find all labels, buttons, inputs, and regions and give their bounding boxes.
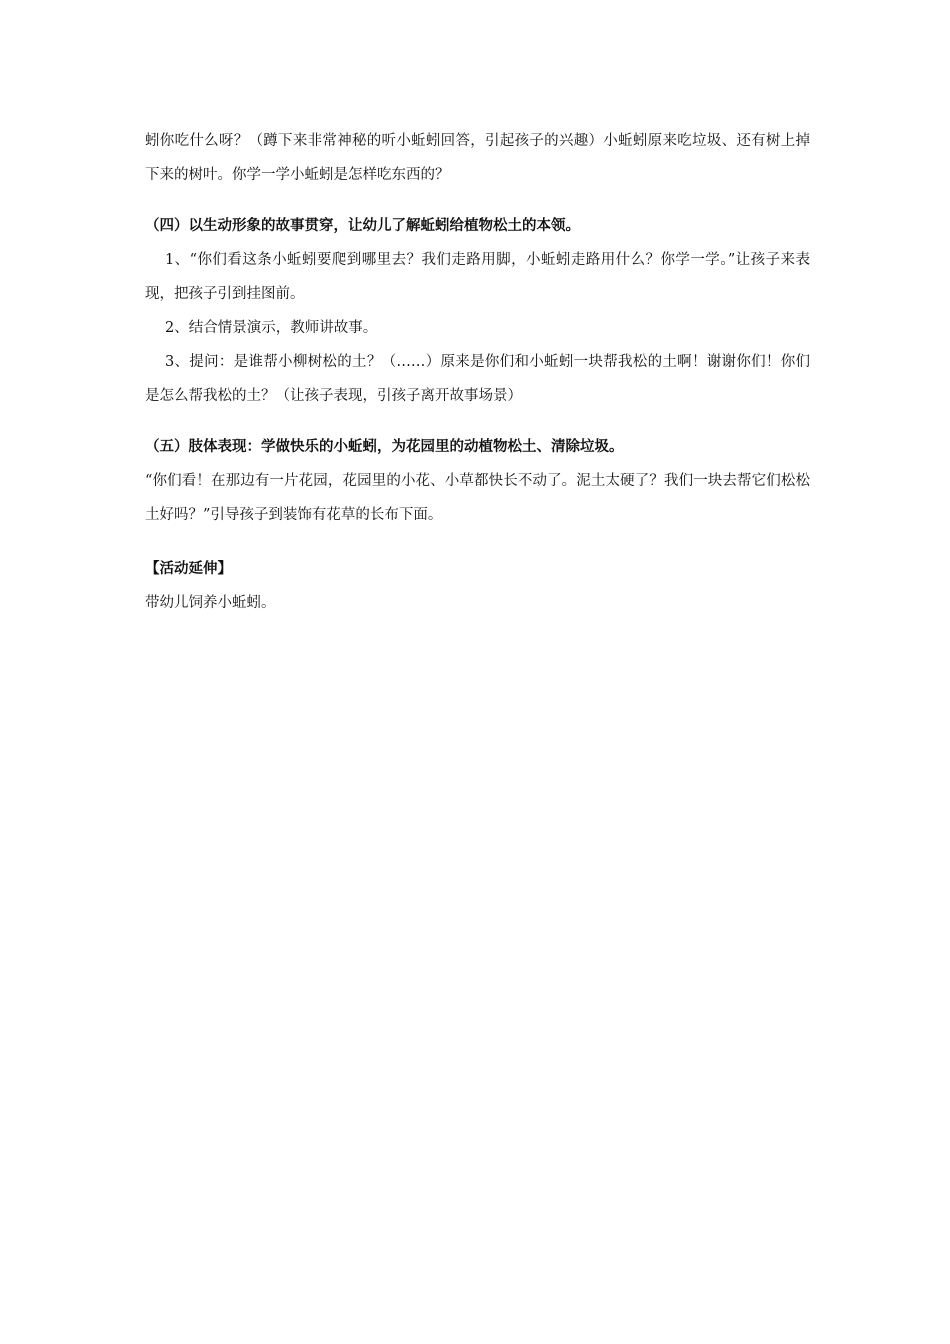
spacer — [145, 192, 810, 209]
spacer — [145, 532, 810, 552]
extension-heading: 【活动延伸】 — [145, 561, 232, 577]
section-five-paragraph: “你们看！在那边有一片花园，花园里的小花、小草都快长不动了。泥土太硬了？我们一块去帮它们松松土好吗？”引导孩子到装饰有花草的长布下面。 — [145, 473, 810, 523]
extension-paragraph: 带幼儿饲养小蚯蚓。 — [145, 595, 276, 611]
section-five-heading: （五）肢体表现：学做快乐的小蚯蚓，为花园里的动植物松土、清除垃圾。 — [145, 439, 624, 455]
section-four-item-3: 3、提问：是谁帮小柳树松的土？（……）原来是你们和小蚯蚓一块帮我松的土啊！谢谢你们！你们是怎么帮我松的土？（让孩子表现，引孩子离开故事场景） — [145, 354, 810, 404]
intro-paragraph: 蚓你吃什么呀？（蹲下来非常神秘的听小蚯蚓回答，引起孩子的兴趣）小蚯蚓原来吃垃圾、还有树上掉下来的树叶。你学一学小蚯蚓是怎样吃东西的？ — [145, 133, 810, 183]
section-four-item-2: 2、结合情景演示，教师讲故事。 — [165, 320, 378, 336]
section-four-item-1: 1、“你们看这条小蚯蚓要爬到哪里去？我们走路用脚，小蚯蚓走路用什么？你学一学。”让孩子来表现，把孩子引到挂图前。 — [145, 252, 810, 302]
section-four-heading: （四）以生动形象的故事贯穿，让幼儿了解蚯蚓给植物松土的本领。 — [145, 218, 580, 234]
document-content — [145, 124, 810, 620]
spacer — [145, 413, 810, 430]
